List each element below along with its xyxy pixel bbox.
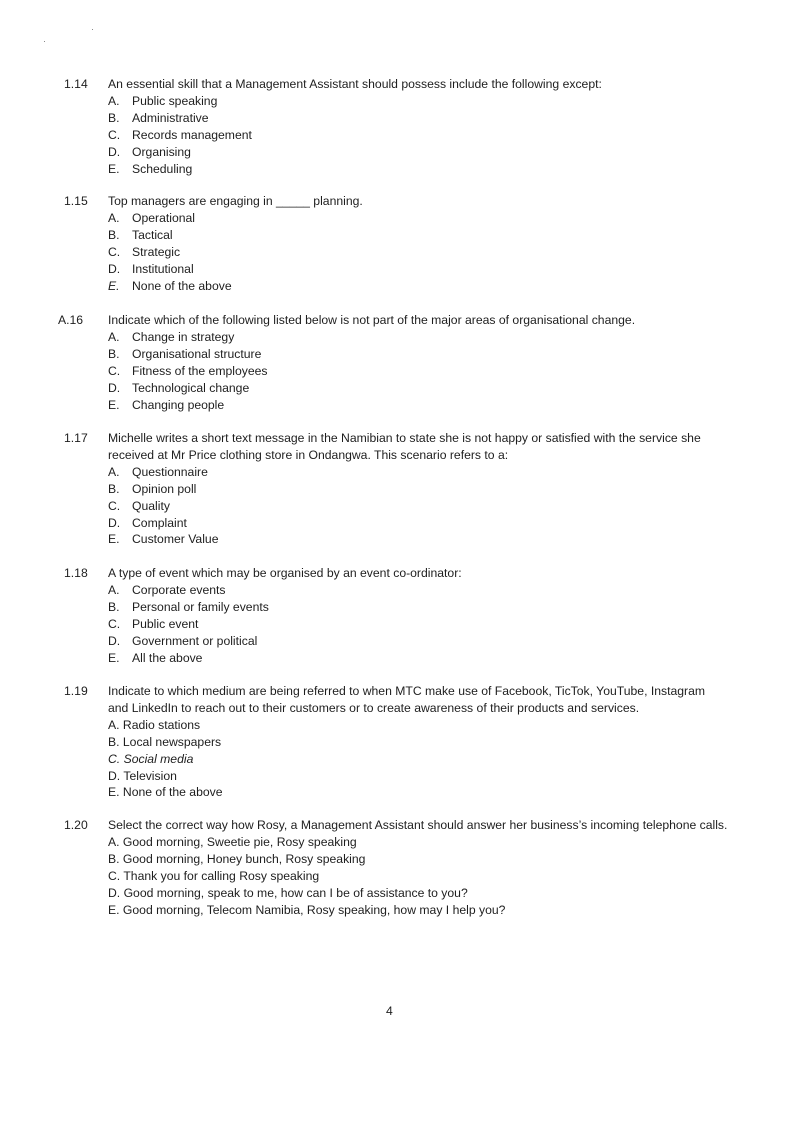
- answer-option-e: [108, 650, 794, 667]
- option-letter: D.: [108, 515, 121, 530]
- option-text: Radio stations: [122, 717, 201, 732]
- answer-option-c: [108, 751, 794, 768]
- answer-option-c: [108, 244, 794, 261]
- option-letter: E.: [108, 532, 120, 547]
- option-text: Organising: [132, 144, 191, 159]
- answer-option-a: [108, 93, 794, 110]
- scan-speck: [44, 41, 45, 42]
- question-text: A type of event which may be organised by an event co-ordinator:: [108, 566, 462, 580]
- answer-option-d: [108, 885, 794, 902]
- answer-option-a: [108, 717, 794, 734]
- option-text: Scheduling: [132, 161, 193, 176]
- answer-option-e: [108, 278, 794, 295]
- answer-option-c: [108, 363, 794, 380]
- option-letter: B.: [108, 734, 120, 749]
- question-1-15: [0, 193, 794, 294]
- option-text: Public speaking: [132, 93, 218, 108]
- answer-option-d: [108, 768, 794, 785]
- question-text: Indicate to which medium are being referred to when MTC make use of Facebook, TicTok, YouTube, Instagram and LinkedIn to reach out to their customers or to create awareness of their products and services.: [108, 684, 706, 715]
- option-text: Opinion poll: [132, 481, 197, 496]
- answer-option-e: [108, 531, 794, 548]
- answer-option-b: [108, 599, 794, 616]
- answer-option-c: [108, 616, 794, 633]
- option-letter: A.: [108, 834, 120, 849]
- answer-option-a: [108, 582, 794, 599]
- option-text: Local newspapers: [122, 734, 222, 749]
- question-number: 1.14: [64, 77, 88, 91]
- option-letter: E.: [108, 161, 120, 176]
- question-text: Indicate which of the following listed below is not part of the major areas of organisational change.: [108, 313, 636, 327]
- option-letter: E.: [108, 785, 120, 800]
- option-letter: B.: [108, 227, 120, 242]
- question-text: An essential skill that a Management Assistant should possess include the following except:: [108, 77, 602, 91]
- question-1-19: [0, 683, 794, 801]
- option-letter: C.: [108, 868, 121, 883]
- option-letter: B.: [108, 851, 120, 866]
- answer-option-e: [108, 902, 794, 919]
- answer-option-c: [108, 868, 794, 885]
- answer-option-a: [108, 834, 794, 851]
- option-text: Strategic: [132, 244, 181, 259]
- option-letter: B.: [108, 599, 120, 614]
- answer-option-d: [108, 144, 794, 161]
- option-letter: C.: [108, 363, 121, 378]
- option-text: Good morning, Sweetie pie, Rosy speaking: [122, 834, 357, 849]
- option-text: Corporate events: [132, 582, 226, 597]
- option-text: Institutional: [132, 261, 194, 276]
- answer-option-b: [108, 481, 794, 498]
- answer-option-d: [108, 261, 794, 278]
- option-text: None of the above: [122, 785, 223, 800]
- question-1-18: [0, 565, 794, 666]
- answer-option-b: [108, 110, 794, 127]
- option-text: Technological change: [132, 380, 250, 395]
- answer-option-b: [108, 734, 794, 751]
- answer-option-d: [108, 633, 794, 650]
- question-text: Top managers are engaging in _____ planning.: [108, 194, 363, 208]
- answer-option-e: [108, 161, 794, 178]
- option-letter: D.: [108, 633, 121, 648]
- question-1-14: [0, 76, 794, 177]
- page-number: 4: [386, 1004, 393, 1018]
- option-letter: C.: [108, 498, 121, 513]
- question-text: Select the correct way how Rosy, a Management Assistant should answer her business’s incoming telephone calls.: [108, 818, 728, 832]
- option-letter: E.: [108, 397, 120, 412]
- option-letter: B.: [108, 110, 120, 125]
- option-text: Administrative: [132, 110, 209, 125]
- answer-option-a: [108, 210, 794, 227]
- option-letter: C.: [108, 244, 121, 259]
- option-letter: E.: [108, 278, 120, 293]
- question-1-17: [0, 430, 794, 548]
- option-text: All the above: [132, 650, 203, 665]
- option-text: Change in strategy: [132, 329, 235, 344]
- option-text: Public event: [132, 616, 199, 631]
- option-text: Fitness of the employees: [132, 363, 268, 378]
- option-text: Complaint: [132, 515, 187, 530]
- option-text: Records management: [132, 127, 252, 142]
- option-letter: D.: [108, 144, 121, 159]
- option-text: Changing people: [132, 397, 225, 412]
- question-text: Michelle writes a short text message in the Namibian to state she is not happy or satisfied with the service she received at Mr Price clothing store in Ondangwa. This scenario refers to a:: [108, 431, 701, 462]
- option-letter: D.: [108, 768, 121, 783]
- option-letter: A.: [108, 717, 120, 732]
- question-number: 1.19: [64, 684, 88, 698]
- question-number: 1.18: [64, 566, 88, 580]
- question-A-16: [0, 312, 794, 413]
- option-text: Operational: [132, 210, 196, 225]
- answer-option-b: [108, 346, 794, 363]
- option-letter: A.: [108, 93, 120, 108]
- answer-option-a: [108, 464, 794, 481]
- option-letter: D.: [108, 261, 121, 276]
- option-letter: B.: [108, 481, 120, 496]
- option-letter: C.: [108, 616, 121, 631]
- answer-option-e: [108, 784, 794, 801]
- option-text: Television: [123, 768, 177, 783]
- option-text: Thank you for calling Rosy speaking: [123, 868, 320, 883]
- option-letter: C.: [108, 127, 121, 142]
- option-text: Government or political: [132, 633, 258, 648]
- option-letter: D.: [108, 380, 121, 395]
- option-text: Tactical: [132, 227, 173, 242]
- option-letter: E.: [108, 650, 120, 665]
- answer-option-e: [108, 397, 794, 414]
- option-letter: A.: [108, 329, 120, 344]
- option-text: Customer Value: [132, 532, 219, 547]
- option-letter: A.: [108, 210, 120, 225]
- option-text: Quality: [132, 498, 170, 513]
- option-text: Good morning, Honey bunch, Rosy speaking: [122, 851, 366, 866]
- option-letter: E.: [108, 902, 120, 917]
- answer-option-d: [108, 380, 794, 397]
- answer-option-d: [108, 515, 794, 532]
- answer-option-b: [108, 227, 794, 244]
- option-text: None of the above: [132, 278, 232, 293]
- option-letter: C.: [108, 751, 121, 766]
- option-text: Organisational structure: [132, 346, 262, 361]
- option-text: Good morning, Telecom Namibia, Rosy speaking, how may I help you?: [122, 902, 506, 917]
- option-text: Social media: [123, 751, 194, 766]
- option-text: Good morning, speak to me, how can I be of assistance to you?: [123, 885, 468, 900]
- question-number: 1.20: [64, 818, 88, 832]
- question-number: A.16: [58, 313, 84, 327]
- scan-speck: [92, 29, 93, 30]
- question-number: 1.15: [64, 194, 88, 208]
- question-number: 1.17: [64, 431, 88, 445]
- option-text: Personal or family events: [132, 599, 269, 614]
- question-1-20: [0, 817, 794, 918]
- option-letter: D.: [108, 885, 121, 900]
- answer-option-c: [108, 498, 794, 515]
- answer-option-a: [108, 329, 794, 346]
- answer-option-c: [108, 127, 794, 144]
- option-letter: B.: [108, 346, 120, 361]
- option-letter: A.: [108, 582, 120, 597]
- answer-option-b: [108, 851, 794, 868]
- option-letter: A.: [108, 464, 120, 479]
- option-text: Questionnaire: [132, 464, 208, 479]
